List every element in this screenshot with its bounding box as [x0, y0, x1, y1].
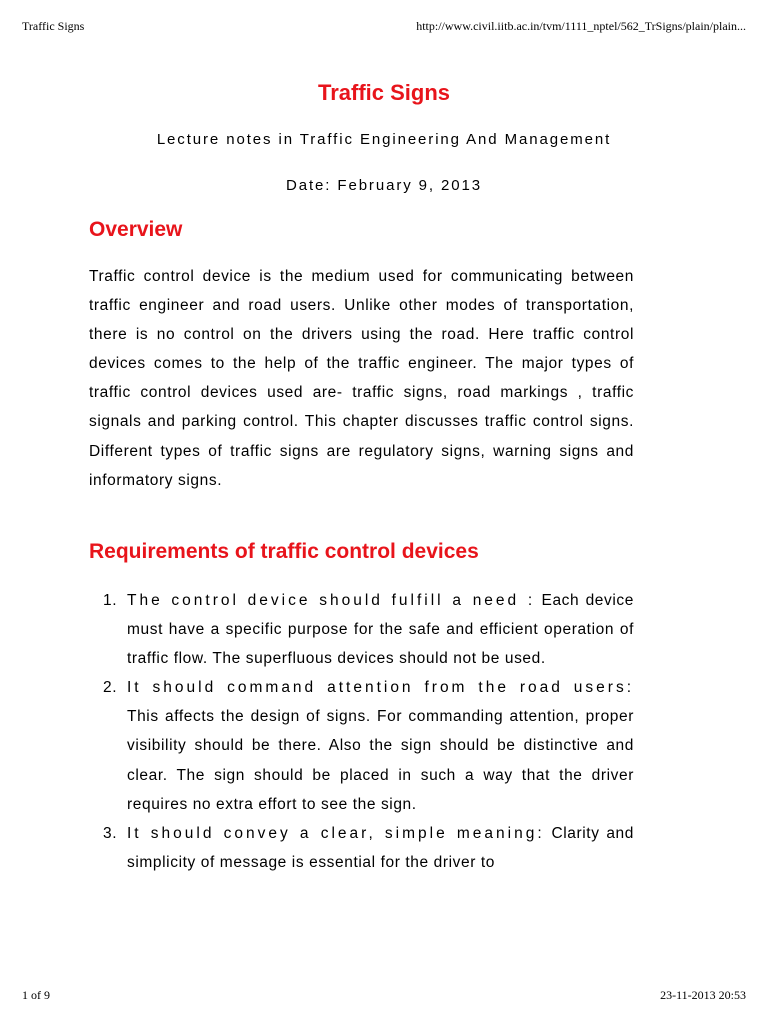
list-item-lead: It should command attention from the road users: — [127, 679, 634, 697]
page-header — [22, 19, 746, 34]
requirements-list — [0, 586, 634, 877]
list-item-number: 3. — [103, 824, 118, 842]
print-timestamp: 23-11-2013 20:53 — [660, 988, 746, 1002]
document-date: Date: February 9, 2013 — [285, 177, 483, 194]
overview-paragraph: Traffic control device is the medium used for communicating between traffic engineer and road users. Unlike other modes of transportation, there is no control on the drivers using the road. Here traffic control devices comes to the help of the traffic engineer. The major types of traffic control devices used are- traffic signs, road markings , traffic signals and parking control. This chapter discusses traffic control signs. Different types of traffic signs are regulatory signs, warning signs and informatory signs. — [89, 268, 634, 489]
document-subtitle: Lecture notes in Traffic Engineering And Management — [156, 131, 612, 148]
page-number: 1 of 9 — [22, 988, 50, 1002]
header-url: http://www.civil.iitb.ac.in/tvm/1111_nptel/562_TrSigns/plain/plain... — [416, 19, 746, 33]
list-item-lead: It should convey a clear, simple meaning: — [127, 824, 545, 842]
list-item-text: Each device must have a specific purpose for the safe and efficient operation of traffic flow. The superfluous devices should not be used. — [127, 592, 634, 668]
list-item — [0, 586, 634, 673]
list-item-number: 2. — [103, 679, 118, 697]
requirements-heading: Requirements of traffic control devices — [89, 540, 479, 563]
header-title: Traffic Signs — [22, 19, 85, 33]
document-title: Traffic Signs — [317, 80, 451, 105]
list-item — [0, 673, 634, 818]
page-footer — [22, 988, 746, 1003]
list-item-lead: The control device should fulfill a need : — [127, 592, 536, 609]
list-item — [0, 819, 634, 877]
list-item-number: 1. — [103, 592, 118, 609]
list-item-text: Clarity and simplicity of message is essential for the driver to — [127, 824, 634, 871]
list-item-text: This affects the design of signs. For commanding attention, proper visibility should be there. Also the sign should be distinctive and clear. The sign should be placed in such a way that the driver requires no extra effort to see the sign. — [127, 708, 634, 813]
overview-heading: Overview — [89, 218, 183, 241]
